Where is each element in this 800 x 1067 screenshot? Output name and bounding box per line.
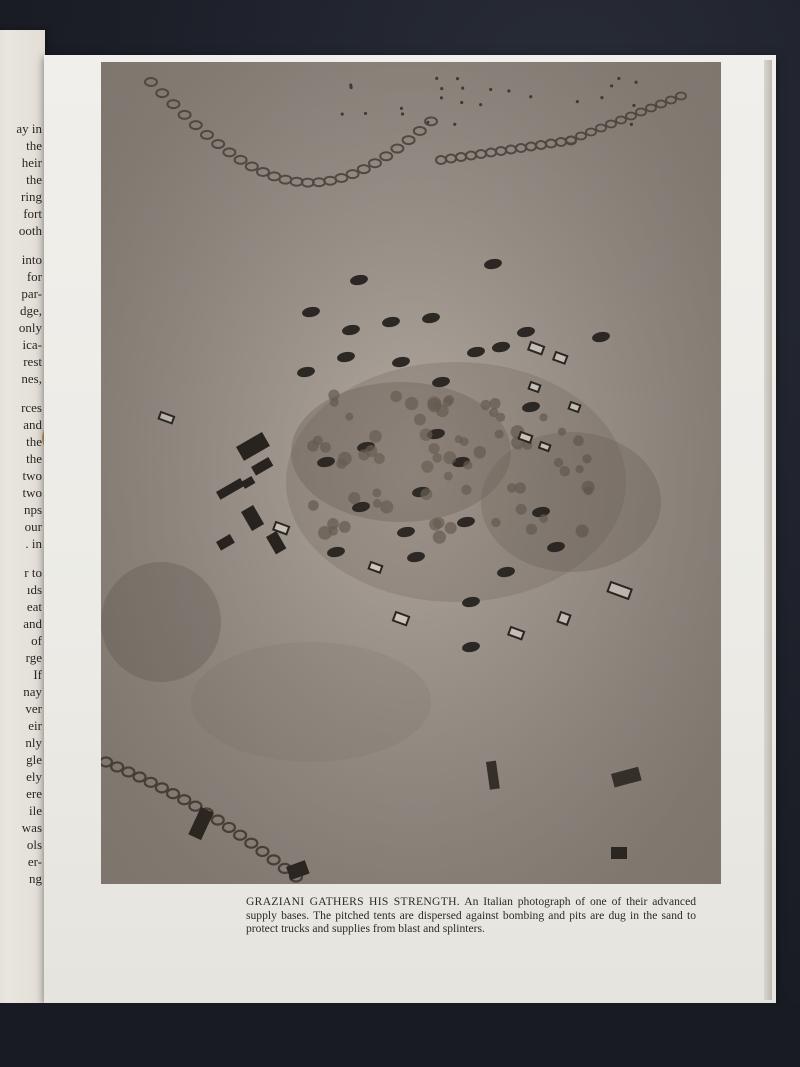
caption-title: GRAZIANI GATHERS HIS STRENGTH. [246,895,460,908]
previous-page-line: the [26,451,42,466]
table-surface [0,1003,800,1067]
previous-page-line: rces [21,400,42,415]
previous-page-line: gle [26,752,42,767]
previous-page-line: our [24,519,42,534]
paragraph-gap [0,239,42,251]
previous-page-line: nay [23,684,42,699]
previous-page-line: ring [21,189,42,204]
previous-page-line: r to [24,565,42,580]
previous-page-line: nps [23,502,42,517]
caption-body: An Italian photograph of one of their advanced supply bases. The pitched tents are dispersed against bombing and pits are dug in the sand to protect trucks and supplies from blast and splinters. [246,895,697,936]
previous-page-line: par- [21,286,42,301]
aerial-photo-drawing [101,62,721,884]
previous-page-line: ile [29,803,42,818]
previous-page-line: ver [25,701,42,716]
previous-page-line: er- [27,854,42,869]
previous-page-line: rge [25,650,42,665]
previous-page-line: was [21,820,42,835]
previous-page-line: ng [29,871,42,886]
previous-page-line: dge, [19,303,42,318]
previous-page-line: eat [26,599,42,614]
previous-page-line: ooth [18,223,42,238]
previous-page-line: ely [26,769,42,784]
previous-page-line: fort [23,206,42,221]
previous-page-line: ay in [16,121,42,136]
previous-page-line: and [23,417,42,432]
previous-page-line: . in [25,536,42,551]
previous-page-line: ıds [26,582,42,597]
previous-page-text [0,120,42,887]
previous-page-line: only [18,320,42,335]
previous-page-line: and [23,616,42,631]
previous-page-line: ica- [22,337,42,352]
previous-page-line: the [26,138,42,153]
previous-page-line: nes, [21,371,42,386]
paragraph-gap [0,552,42,564]
previous-page-line: of [31,633,42,648]
previous-page-line: heir [21,155,42,170]
previous-page [0,30,45,1030]
page-edge [764,60,772,1000]
aerial-photograph [101,62,721,884]
previous-page-line: eir [28,718,42,733]
previous-page-line: the [26,172,42,187]
photo-caption [246,895,696,936]
paragraph-gap [0,387,42,399]
previous-page-line: rest [23,354,42,369]
previous-page-line: for [26,269,42,284]
previous-page-line: If [33,667,42,682]
previous-page-line: ere [26,786,42,801]
previous-page-line: nly [25,735,42,750]
previous-page-line: two [22,485,42,500]
previous-page-line: into [21,252,42,267]
previous-page-line: two [22,468,42,483]
previous-page-line: the [26,434,42,449]
previous-page-line: ols [26,837,42,852]
